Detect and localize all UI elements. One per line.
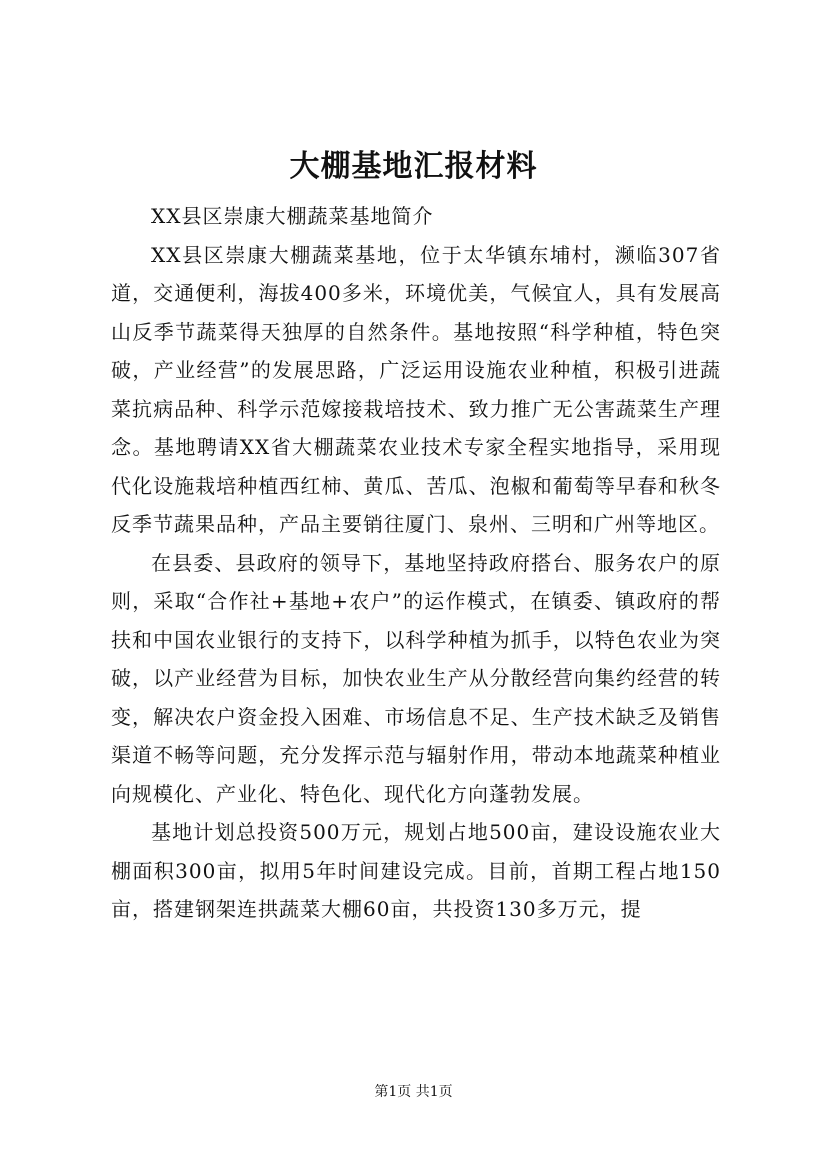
document-title: 大棚基地汇报材料 [289,149,538,184]
document-body [111,197,721,929]
paragraph-investment: 基地计划总投资500万元，规划占地500亩，建设设施农业大棚面积300亩，拟用5年时间建设完成。目前，首期工程占地150亩，搭建钢架连拱蔬菜大棚60亩，共投资130多万元，提 [111,820,721,921]
paragraph-operation-model: 在县委、县政府的领导下，基地坚持政府搭台、服务农户的原则，采取“合作社+基地+农户”的运作模式，在镇委、镇政府的帮扶和中国农业银行的支持下，以科学种植为抓手，以特色农业为突破，以产业经营为目标，加快农业生产从分散经营向集约经营的转变，解决农户资金投入困难、市场信息不足、生产技术缺乏及销售渠道不畅等问题，充分发挥示范与辐射作用，带动本地蔬菜种植业向规模化、产业化、特色化、现代化方向蓬勃发展。 [111,550,721,806]
page-footer: 第1页 共1页 [374,1084,453,1100]
document-subtitle: XX县区崇康大棚蔬菜基地简介 [151,204,434,228]
paragraph-location: XX县区崇康大棚蔬菜基地，位于太华镇东埔村，濒临307省道，交通便利，海拔400多米，环境优美，气候宜人，具有发展高山反季节蔬菜得天独厚的自然条件。基地按照“科学种植，特色突破，产业经营”的发展思路，广泛运用设施农业种植，积极引进蔬菜抗病品种、科学示范嫁接栽培技术、致力推广无公害蔬菜生产理念。基地聘请XX省大棚蔬菜农业技术专家全程实地指导，采用现代化设施栽培种植西红柿、黄瓜、苦瓜、泡椒和葡萄等早春和秋冬反季节蔬果品种，产品主要销往厦门、泉州、三明和广州等地区。 [111,242,721,536]
